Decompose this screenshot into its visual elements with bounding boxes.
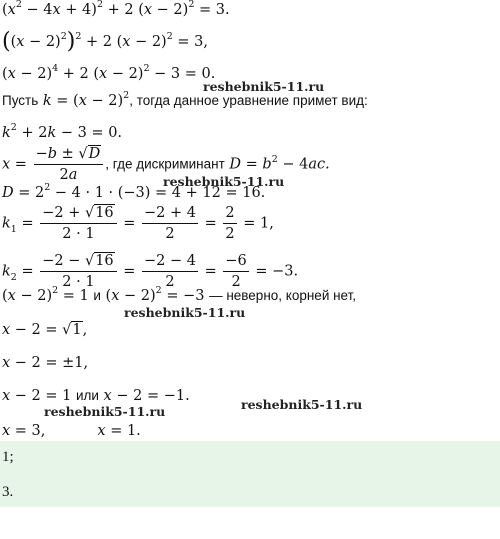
watermark: reshebnik5-11.ru (44, 404, 166, 419)
watermark: reshebnik5-11.ru (124, 305, 246, 320)
equation-line-1: $(x^2 - 4x + 4)^2 + 2$ $(x - 2)^2 = 3$. (2, 0, 230, 18)
root-k2-line: $k_2$ = $\frac{-2 - √16}{2 \cdot 1}$ = $\frac{-2 - 4}{2}$ = $\frac{-6}{2}$ = −3. (2, 253, 299, 290)
root-k1-line: $k_1$ = $\frac{-2 + √16}{2 \cdot 1}$ = $\frac{-2 + 4}{2}$ = $\frac{2}{2}$ = 1, (2, 205, 274, 242)
discriminant-line: $D = 2^2 - 4 \cdot 1 \cdot (-3) = 4 + 12 = 16$. (2, 182, 266, 201)
where-discriminant-phrase: , где дискриминант (105, 156, 225, 172)
sqrt-line: x − 2 = √1, (2, 322, 88, 338)
solutions-line: x = 3, x = 1. (2, 423, 141, 439)
or-word: или (75, 388, 99, 403)
answer-item-1: 1; (2, 449, 14, 465)
k2-fraction-c: $\frac{-6}{2}$ (225, 253, 247, 290)
equation-line-2: $((x - 2)^2)^2 + 2$ $(x - 2)^2 = 3$, (2, 29, 208, 54)
substitution-line: Пусть $k = (x - 2)^2$, тогда данное уравнение примет вид: (2, 90, 368, 109)
two-cases-line: x − 2 = 1 или x − 2 = −1. (2, 388, 190, 404)
and-word: и (93, 288, 101, 303)
quadratic-line: $k^2 + 2k - 3 = 0$. (2, 122, 123, 141)
k2-fraction-b: $\frac{-2 - 4}{2}$ (144, 253, 196, 290)
watermark: reshebnik5-11.ru (163, 174, 285, 189)
let-word: Пусть (2, 93, 39, 108)
formula-fraction: $\frac{-b \pm √D}{2a}$ (34, 145, 104, 184)
no-roots-phrase: — неверно, корней нет, (209, 288, 357, 303)
k1-fraction-c: $\frac{2}{2}$ (225, 205, 235, 242)
k1-fraction-a: $\frac{-2 + √16}{2 \cdot 1}$ (40, 204, 116, 243)
watermark: reshebnik5-11.ru (203, 79, 325, 94)
watermark: reshebnik5-11.ru (241, 397, 363, 412)
answer-item-2: 3. (2, 484, 14, 500)
k2-fraction-a: $\frac{-2 - √16}{2 \cdot 1}$ (40, 252, 116, 291)
answer-band (0, 441, 500, 507)
k1-fraction-b: $\frac{-2 + 4}{2}$ (144, 205, 196, 242)
equation-line-3: $(x - 2)^4 + 2$ $(x - 2)^2 - 3 = 0$. (2, 63, 216, 82)
plus-minus-line: x − 2 = ±1, (2, 355, 89, 371)
then-phrase: , тогда данное уравнение примет вид: (129, 93, 368, 108)
back-substitution-line: $(x - 2)^2 = 1$ и $(x - 2)^2 = -3$ — неверно, корней нет, (2, 285, 357, 304)
quadratic-formula-line: x = $\frac{-b \pm √D}{2a}$ , где дискриминант $D = b^2 - 4ac$. (2, 146, 330, 183)
